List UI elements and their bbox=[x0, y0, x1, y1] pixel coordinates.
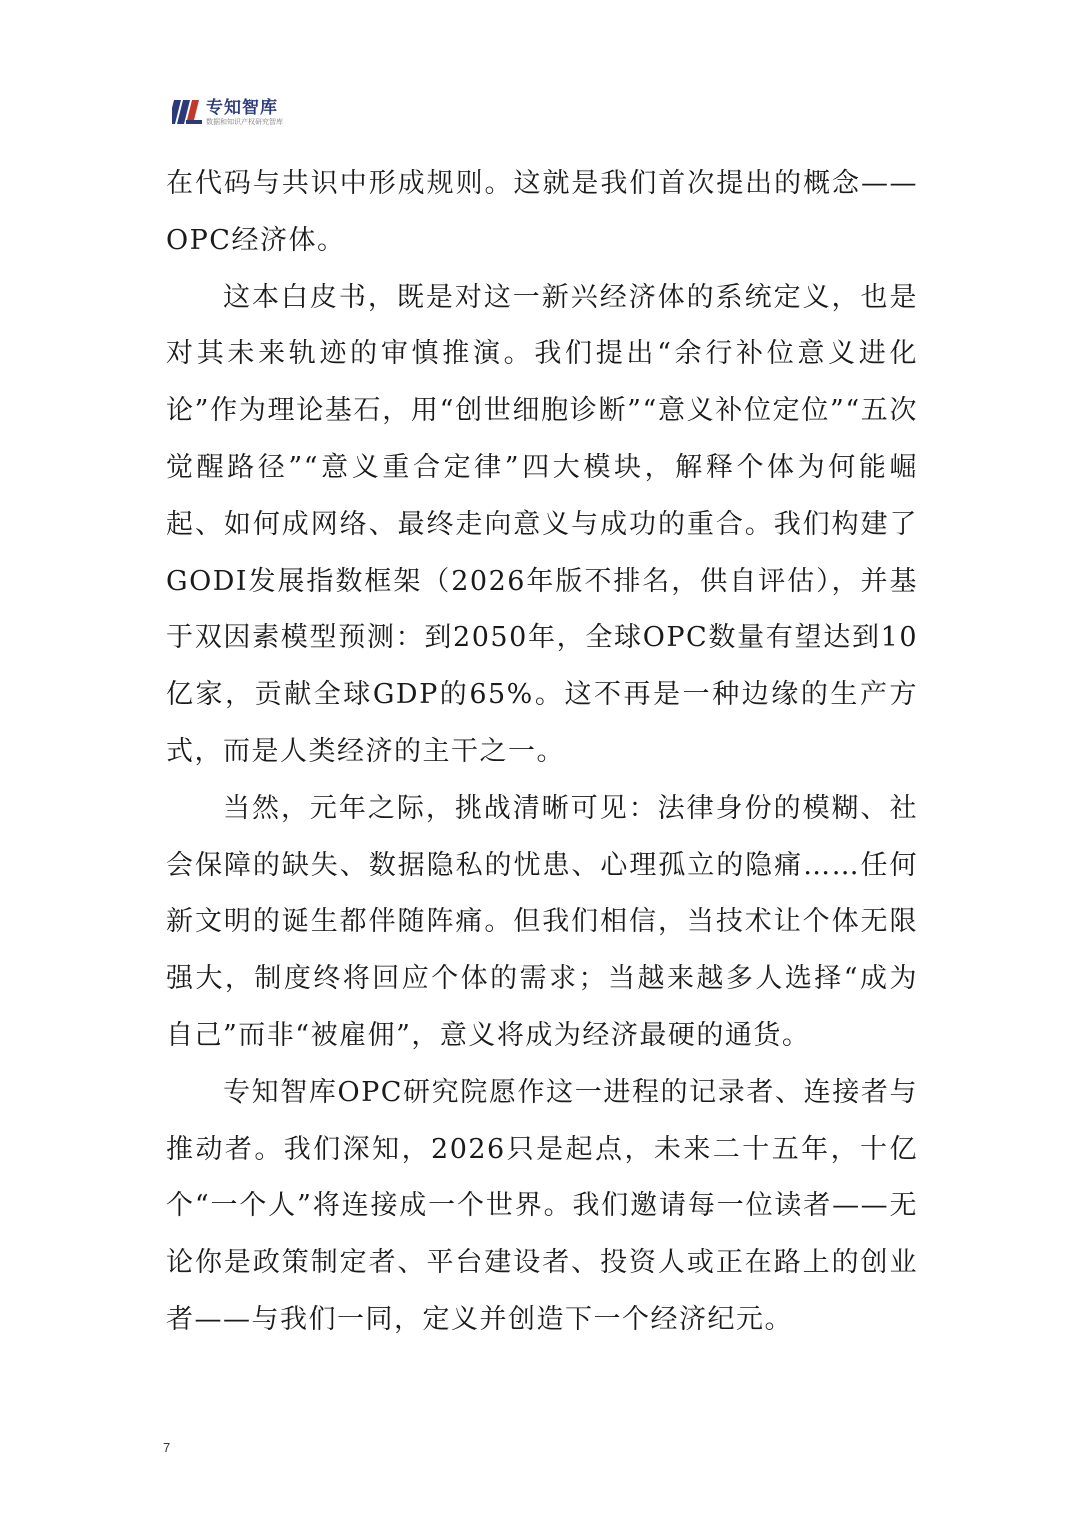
page-header bbox=[172, 92, 283, 132]
brand-subtitle: 数据和知识产权研究智库 bbox=[206, 117, 283, 126]
body-text bbox=[166, 156, 918, 1349]
zhuanzhi-logo-icon bbox=[172, 98, 202, 126]
paragraph-challenges: 当然，元年之际，挑战清晰可见：法律身份的模糊、社会保障的缺失、数据隐私的忧患、心理孤立的隐痛……任何新文明的诞生都伴随阵痛。但我们相信，当技术让个体无限强大，制度终将回应个体的需求；当越来越多人选择“成为自己”而非“被雇佣”，意义将成为经济最硬的通货。 bbox=[166, 792, 918, 1051]
paragraph-institute: 专知智库OPC研究院愿作这一进程的记录者、连接者与推动者。我们深知，2026只是起点，未来二十五年，十亿个“一个人”将连接成一个世界。我们邀请每一位读者——无论你是政策制定者、平台建设者、投资人或正在路上的创业者——与我们一同，定义并创造下一个经济纪元。 bbox=[166, 1076, 918, 1335]
paragraph-continued: 在代码与共识中形成规则。这就是我们首次提出的概念——OPC经济体。 bbox=[166, 168, 918, 256]
brand-block bbox=[206, 98, 283, 127]
paragraph-whitepaper: 这本白皮书，既是对这一新兴经济体的系统定义，也是对其未来轨迹的审慎推演。我们提出“余行补位意义进化论”作为理论基石，用“创世细胞诊断”“意义补位定位”“五次觉醒路径”“意义重合定律”四大模块，解释个体为何能崛起、如何成网络、最终走向意义与成功的重合。我们构建了GODI发展指数框架（2026年版不排名，供自评估），并基于双因素模型预测：到2050年，全球OPC数量有望达到10亿家，贡献全球GDP的65%。这不再是一种边缘的生产方式，而是人类经济的主干之一。 bbox=[166, 281, 918, 767]
page-number: 7 bbox=[163, 1440, 171, 1455]
brand-name: 专知智库 bbox=[206, 97, 278, 118]
